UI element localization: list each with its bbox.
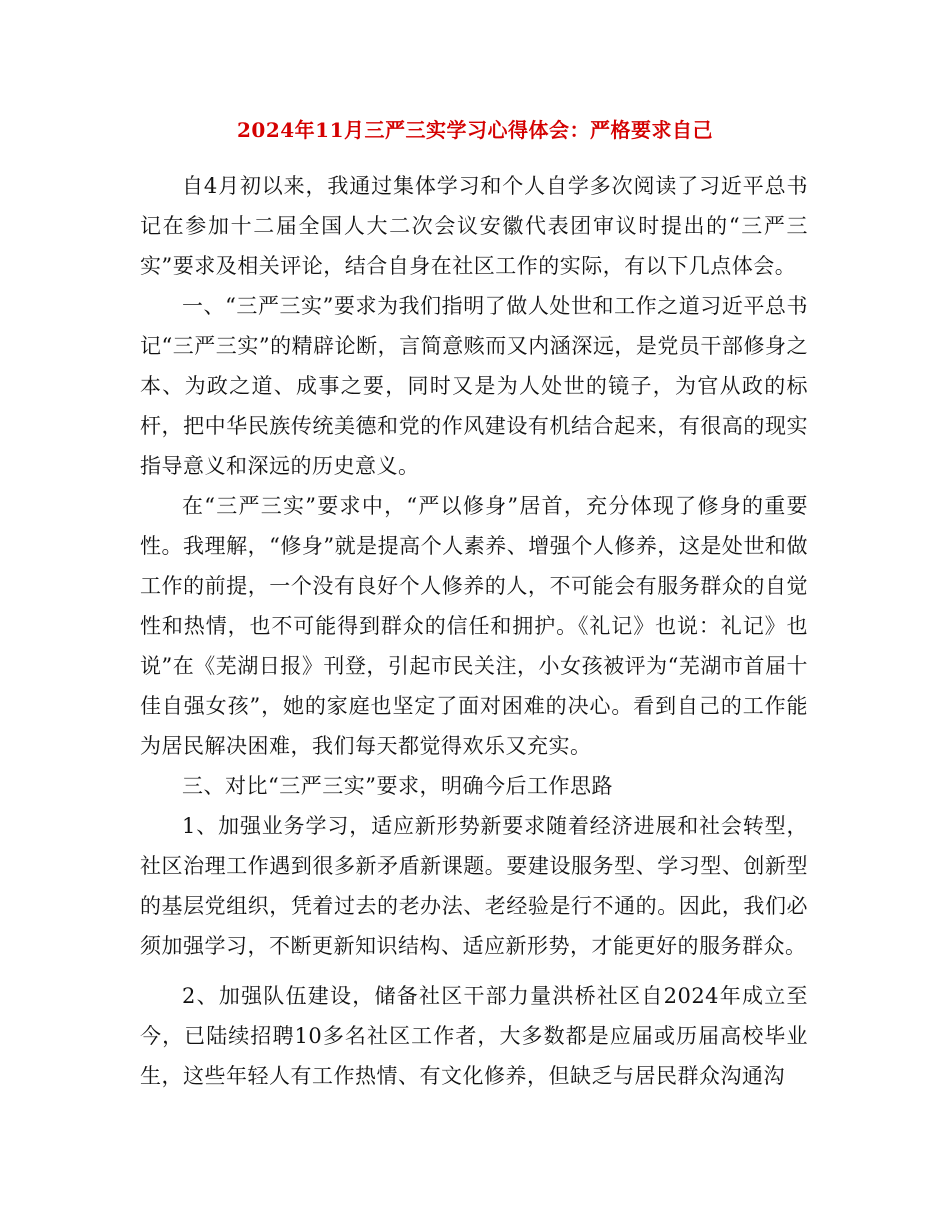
paragraph-item-two: 2、加强队伍建设，储备社区干部力量洪桥社区自2024年成立至今，已陆续招聘10多名社区工作者，大多数都是应届或历届高校毕业生，这些年轻人有工作热情、有文化修养，但缺乏与居民群众沟通沟 xyxy=(140,984,808,1088)
paragraph-item-one: 1、加强业务学习，适应新形势新要求随着经济进展和社会转型，社区治理工作遇到很多新矛盾新课题。要建设服务型、学习型、创新型的基层党组织，凭着过去的老办法、老经验是行不通的。因此，我们必须加强学习，不断更新知识结构、适应新形势，才能更好的服务群众。 xyxy=(140,814,808,958)
paragraph-intro: 自4月初以来，我通过集体学习和个人自学多次阅读了习近平总书记在参加十二届全国人大二次会议安徽代表团审议时提出的“三严三实”要求及相关评论，结合自身在社区工作的实际，有以下几点体会。 xyxy=(140,174,808,278)
paragraph-section-one: 一、“三严三实”要求为我们指明了做人处世和工作之道习近平总书记“三严三实”的精辟论断，言简意赅而又内涵深远，是党员干部修身之本、为政之道、成事之要，同时又是为人处世的镜子，为官从政的标杆，把中华民族传统美德和党的作风建设有机结合起来，有很高的现实指导意义和深远的历史意义。 xyxy=(140,294,808,478)
paragraph-self-cultivation: 在“三严三实”要求中，“严以修身”居首，充分体现了修身的重要性。我理解，“修身”就是提高个人素养、增强个人修养，这是处世和做工作的前提，一个没有良好个人修养的人，不可能会有服务群众的自觉性和热情，也不可能得到群众的信任和拥护。《礼记》也说：礼记》也说”在《芜湖日报》刊登，引起市民关注，小女孩被评为“芜湖市首届十佳自强女孩”，她的家庭也坚定了面对困难的决心。看到自己的工作能为居民解决困难，我们每天都觉得欢乐又充实。 xyxy=(140,494,808,758)
document-body xyxy=(140,166,808,1096)
paragraph-section-three-heading: 三、对比“三严三实”要求，明确今后工作思路 xyxy=(182,774,613,798)
document-title: 2024年11月三严三实学习心得体会：严格要求自己 xyxy=(237,118,713,142)
